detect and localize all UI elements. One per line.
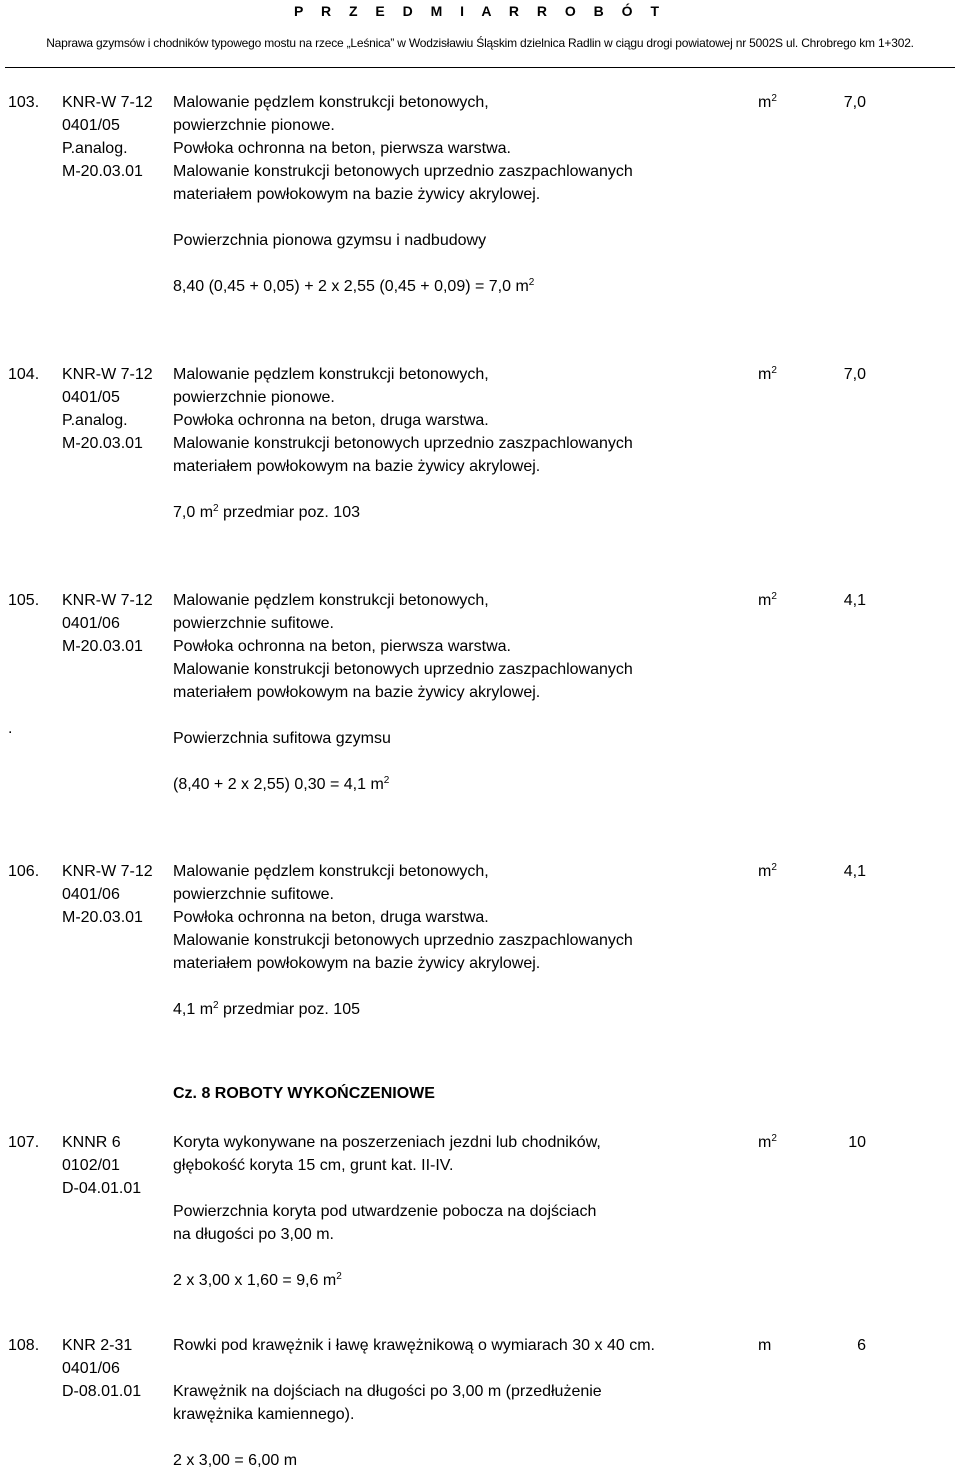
item-description <box>173 91 733 298</box>
catalog-table: 0401/06 <box>62 1360 120 1377</box>
spec-line: Powłoka ochronna na beton, pierwsza warstwa. <box>173 638 511 655</box>
spec-code: M-20.03.01 <box>62 638 143 655</box>
calc-formula: 7,0 $m^2$ przedmiar poz. 103 <box>173 503 360 521</box>
section-heading: Cz. 8 ROBOTY WYKOŃCZENIOWE <box>173 1085 435 1102</box>
work-title-line: Rowki pod krawężnik i ławę krawężnikową o wymiarach 30 x 40 cm. <box>173 1337 655 1354</box>
work-title-line: powierzchnie pionowe. <box>173 389 335 406</box>
spec-line: Powłoka ochronna na beton, pierwsza warstwa. <box>173 140 511 157</box>
calc-formula: (8,40 + 2 x 2,55) 0,30 = 4,1 $m^2$ <box>173 775 390 793</box>
spec-code: M-20.03.01 <box>62 909 143 926</box>
header-divider <box>5 67 955 68</box>
calc-note: Powierzchnia koryta pod utwardzenie pobocza na dojściach <box>173 1203 597 1220</box>
catalog-note: P.analog. <box>62 140 128 157</box>
catalog-table: 0401/06 <box>62 615 120 632</box>
quantity: 4,1 <box>843 592 866 609</box>
catalog-code: KNR-W 7-12 <box>62 94 153 111</box>
spec-code: M-20.03.01 <box>62 163 143 180</box>
item-codes <box>62 1131 141 1200</box>
spec-line: materiałem powłokowym na bazie żywicy akrylowej. <box>173 955 541 972</box>
stray-dot: . <box>8 720 13 737</box>
item-codes <box>62 589 153 658</box>
item-number: 106. <box>8 863 40 880</box>
calc-note: na długości po 3,00 m. <box>173 1226 334 1243</box>
spec-line: Powłoka ochronna na beton, druga warstwa. <box>173 412 489 429</box>
quantity: 4,1 <box>843 863 866 880</box>
catalog-note: P.analog. <box>62 412 128 429</box>
unit: $m^2$ <box>758 1133 777 1151</box>
spec-code: M-20.03.01 <box>62 435 143 452</box>
calc-formula: 8,40 (0,45 + 0,05) + 2 x 2,55 (0,45 + 0,09) = 7,0 $m^2$ <box>173 277 535 295</box>
calc-formula: 2 x 3,00 = 6,00 m <box>173 1452 298 1469</box>
unit: $m^2$ <box>758 93 777 111</box>
catalog-code: KNR 2-31 <box>62 1337 133 1354</box>
work-title-line: Koryta wykonywane na poszerzeniach jezdni lub chodników, <box>173 1134 601 1151</box>
calc-note: krawężnika kamiennego). <box>173 1406 355 1423</box>
unit: m <box>758 1337 772 1354</box>
work-title-line: Malowanie pędzlem konstrukcji betonowych, <box>173 863 489 880</box>
item-description <box>173 1131 733 1292</box>
work-title-line: Malowanie pędzlem konstrukcji betonowych, <box>173 366 489 383</box>
work-title-line: Malowanie pędzlem konstrukcji betonowych, <box>173 592 489 609</box>
work-title-line: powierzchnie pionowe. <box>173 117 335 134</box>
unit: $m^2$ <box>758 365 777 383</box>
calc-note: Krawężnik na dojściach na długości po 3,00 m (przedłużenie <box>173 1383 602 1400</box>
work-title-line: głębokość koryta 15 cm, grunt kat. II-IV. <box>173 1157 454 1174</box>
quantity: 7,0 <box>843 94 866 111</box>
catalog-table: 0102/01 <box>62 1157 120 1174</box>
catalog-table: 0401/05 <box>62 117 120 134</box>
item-description <box>173 363 733 524</box>
document-title: P R Z E D M I A R R O B Ó T <box>293 3 667 19</box>
item-codes <box>62 363 153 455</box>
spec-line: Malowanie konstrukcji betonowych uprzednio zaszpachlowanych <box>173 163 633 180</box>
catalog-table: 0401/06 <box>62 886 120 903</box>
item-number: 103. <box>8 94 40 111</box>
spec-code: D-08.01.01 <box>62 1383 142 1400</box>
quantity: 6 <box>857 1337 866 1354</box>
item-codes <box>62 91 153 183</box>
unit: $m^2$ <box>758 591 777 609</box>
item-number: 105. <box>8 592 40 609</box>
calc-formula: 2 x 3,00 x 1,60 = 9,6 $m^2$ <box>173 1271 342 1289</box>
calc-note: Powierzchnia pionowa gzymsu i nadbudowy <box>173 232 487 249</box>
work-title-line: Malowanie pędzlem konstrukcji betonowych, <box>173 94 489 111</box>
item-number: 107. <box>8 1134 40 1151</box>
item-codes <box>62 860 153 929</box>
catalog-code: KNR-W 7-12 <box>62 592 153 609</box>
catalog-code: KNR-W 7-12 <box>62 366 153 383</box>
catalog-table: 0401/05 <box>62 389 120 406</box>
item-number: 108. <box>8 1337 40 1354</box>
item-number: 104. <box>8 366 40 383</box>
item-description <box>173 1334 733 1470</box>
spec-line: Powłoka ochronna na beton, druga warstwa. <box>173 909 489 926</box>
item-description <box>173 589 733 796</box>
spec-line: materiałem powłokowym na bazie żywicy akrylowej. <box>173 458 541 475</box>
work-title-line: powierzchnie sufitowe. <box>173 615 334 632</box>
calc-formula: 4,1 $m^2$ przedmiar poz. 105 <box>173 1000 360 1018</box>
spec-line: Malowanie konstrukcji betonowych uprzednio zaszpachlowanych <box>173 661 633 678</box>
item-description <box>173 860 733 1021</box>
unit: $m^2$ <box>758 862 777 880</box>
spec-line: Malowanie konstrukcji betonowych uprzednio zaszpachlowanych <box>173 932 633 949</box>
spec-code: D-04.01.01 <box>62 1180 142 1197</box>
spec-line: Malowanie konstrukcji betonowych uprzednio zaszpachlowanych <box>173 435 633 452</box>
quantity: 10 <box>848 1134 866 1151</box>
catalog-code: KNR-W 7-12 <box>62 863 153 880</box>
spec-line: materiałem powłokowym na bazie żywicy akrylowej. <box>173 186 541 203</box>
quantity: 7,0 <box>843 366 866 383</box>
catalog-code: KNNR 6 <box>62 1134 121 1151</box>
work-title-line: powierzchnie sufitowe. <box>173 886 334 903</box>
item-codes <box>62 1334 141 1403</box>
calc-note: Powierzchnia sufitowa gzymsu <box>173 730 391 747</box>
project-description: Naprawa gzymsów i chodników typowego mostu na rzece „Leśnica” w Wodzisławiu Śląskim dzielnica Radlin w ciągu drogi powiatowej nr 5002S ul. Chrobrego km 1+302. <box>46 36 914 50</box>
spec-line: materiałem powłokowym na bazie żywicy akrylowej. <box>173 684 541 701</box>
